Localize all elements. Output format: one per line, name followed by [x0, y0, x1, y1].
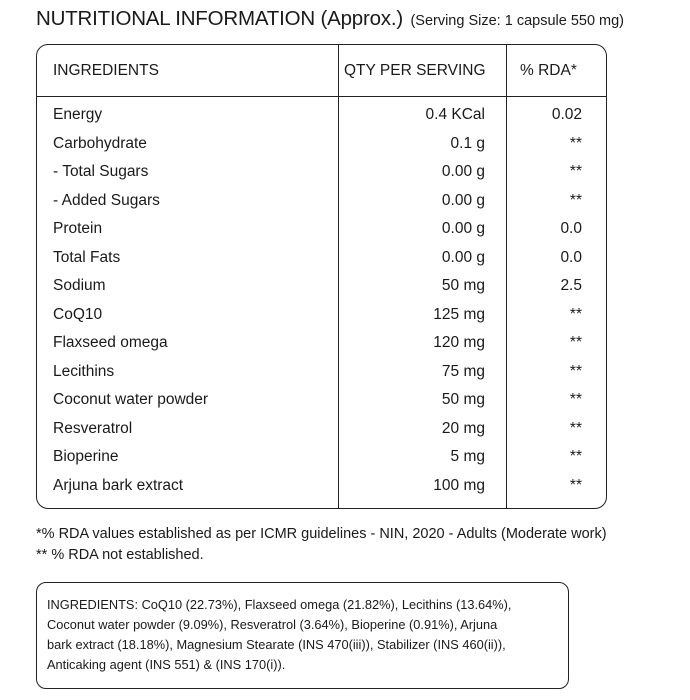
- table-row: [37, 306, 606, 334]
- qty-value: 120 mg: [433, 334, 485, 351]
- table-row: [37, 249, 606, 277]
- qty-value: 0.00 g: [441, 248, 485, 266]
- rda-value: **: [569, 163, 582, 180]
- table-row: [37, 334, 606, 362]
- table-row: [37, 391, 606, 419]
- rda-value: **: [569, 134, 582, 152]
- qty-value: 100 mg: [433, 476, 485, 494]
- ingredients-line: Coconut water powder (9.09%), Resveratrol (3.64%), Bioperine (0.91%), Arjuna: [47, 617, 498, 632]
- table-row: [37, 106, 606, 134]
- footnote-rda: *% RDA values established as per ICMR guidelines - NIN, 2020 - Adults (Moderate work): [36, 526, 607, 542]
- rda-value: **: [569, 334, 582, 351]
- rda-value: **: [569, 305, 582, 323]
- ingredient-name: Flaxseed omega: [53, 334, 168, 351]
- rda-value: 2.5: [560, 277, 582, 294]
- qty-value: 0.00 g: [441, 220, 485, 237]
- qty-value: 125 mg: [433, 305, 485, 323]
- rda-value: 0.0: [560, 248, 582, 266]
- ingredient-name: CoQ10: [53, 305, 103, 323]
- table-row: [37, 420, 606, 448]
- qty-value: 0.1 g: [450, 134, 485, 152]
- ingredient-name: Arjuna bark extract: [53, 476, 184, 494]
- table-row: [37, 363, 606, 391]
- header-divider: [37, 96, 606, 97]
- rda-value: **: [569, 448, 582, 465]
- table-row: [37, 135, 606, 163]
- ingredient-name: Energy: [53, 106, 103, 123]
- ingredient-name: Total Fats: [53, 248, 121, 266]
- table-row: [37, 477, 606, 505]
- rda-value: 0.02: [551, 106, 582, 123]
- ingredients-line: bark extract (18.18%), Magnesium Stearate (INS 470(iii)), Stabilizer (INS 460(ii)),: [47, 637, 506, 652]
- table-row: [37, 192, 606, 220]
- qty-value: 0.00 g: [441, 163, 485, 180]
- header-qty: QTY PER SERVING: [344, 62, 486, 79]
- qty-value: 75 mg: [441, 362, 485, 380]
- rda-value: **: [569, 419, 582, 437]
- ingredient-name: Protein: [53, 220, 103, 237]
- serving-size: (Serving Size: 1 capsule 550 mg): [410, 13, 625, 29]
- table-row: [37, 220, 606, 248]
- nutrition-table: [36, 44, 607, 509]
- qty-value: 20 mg: [441, 419, 485, 437]
- footnote-not-established: ** % RDA not established.: [36, 547, 204, 563]
- qty-value: 0.00 g: [441, 191, 485, 209]
- ingredient-name: Carbohydrate: [53, 134, 147, 152]
- title-main: NUTRITIONAL INFORMATION (Approx.): [36, 7, 403, 30]
- ingredient-name: Sodium: [53, 277, 106, 294]
- ingredient-name: Bioperine: [53, 448, 119, 465]
- rda-value: **: [569, 476, 582, 494]
- ingredients-box: [36, 582, 569, 689]
- rda-value: **: [569, 391, 582, 408]
- table-row: [37, 448, 606, 476]
- header-rda: % RDA*: [520, 62, 577, 79]
- rda-value: **: [569, 191, 582, 209]
- ingredient-name: Lecithins: [53, 362, 115, 380]
- qty-value: 5 mg: [450, 448, 485, 465]
- ingredients-line: INGREDIENTS: CoQ10 (22.73%), Flaxseed omega (21.82%), Lecithins (13.64%),: [47, 597, 512, 612]
- ingredient-name: Resveratrol: [53, 419, 133, 437]
- table-row: [37, 277, 606, 305]
- nutrition-title: [36, 7, 624, 31]
- ingredient-name: - Added Sugars: [53, 191, 160, 209]
- header-ingredients: INGREDIENTS: [53, 62, 159, 79]
- qty-value: 50 mg: [441, 277, 485, 294]
- ingredients-line: Anticaking agent (INS 551) & (INS 170(i)).: [47, 657, 286, 672]
- qty-value: 0.4 KCal: [425, 106, 485, 123]
- footnotes: [36, 524, 607, 566]
- qty-value: 50 mg: [441, 391, 485, 408]
- ingredient-name: Coconut water powder: [53, 391, 209, 408]
- rda-value: 0.0: [560, 220, 582, 237]
- rda-value: **: [569, 362, 582, 380]
- table-row: [37, 163, 606, 191]
- ingredient-name: - Total Sugars: [53, 163, 149, 180]
